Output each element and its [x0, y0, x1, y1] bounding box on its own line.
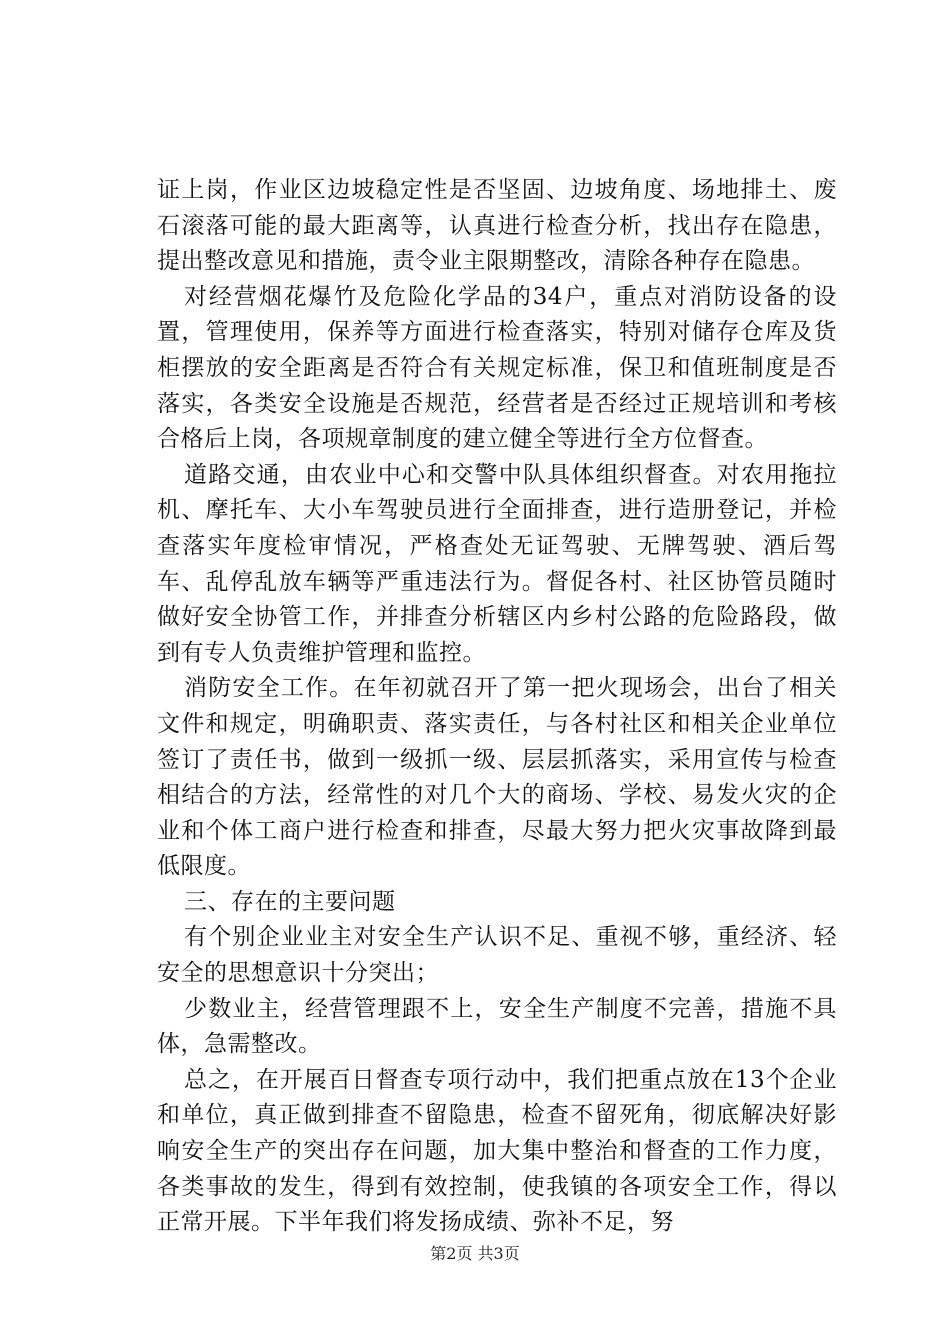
paragraph-5: 有个别企业业主对安全生产认识不足、重视不够，重经济、轻安全的思想意识十分突出；: [157, 924, 837, 987]
paragraph-7: 总之，在开展百日督查专项行动中，我们把重点放在13个企业和单位，真正做到排查不留隐患，检查不留死角，彻底解决好影响安全生产的突出存在问题，加大集中整治和督查的工作力度，各类事故的发生，得到有效控制，使我镇的各项安全工作，得以正常开展。下半年我们将发扬成绩、弥补不足，努: [157, 1066, 837, 1236]
paragraph-6: 少数业主，经营管理跟不上，安全生产制度不完善，措施不具体，急需整改。: [157, 995, 837, 1058]
page-number-footer: 第2页 共3页: [430, 1244, 520, 1263]
paragraph-4: 消防安全工作。在年初就召开了第一把火现场会，出台了相关文件和规定，明确职责、落实责任，与各村社区和相关企业单位签订了责任书，做到一级抓一级、层层抓落实，采用宣传与检查相结合的方法，经常性的对几个大的商场、学校、易发火灾的企业和个体工商户进行检查和排查，尽最大努力把火灾事故降到最低限度。: [157, 675, 837, 880]
paragraph-2: 对经营烟花爆竹及危险化学品的34户，重点对消防设备的设置，管理使用，保养等方面进行检查落实，特别对储存仓库及货柜摆放的安全距离是否符合有关规定标准，保卫和值班制度是否落实，各类安全设施是否规范，经营者是否经过正规培训和考核合格后上岗，各项规章制度的建立健全等进行全方位督查。: [157, 283, 837, 453]
section-heading: 三、存在的主要问题: [184, 888, 396, 915]
document-body: [157, 173, 837, 1241]
paragraph-1: 证上岗，作业区边坡稳定性是否坚固、边坡角度、场地排土、废石滚落可能的最大距离等，认真进行检查分析，找出存在隐患，提出整改意见和措施，责令业主限期整改，清除各种存在隐患。: [157, 177, 837, 275]
paragraph-3: 道路交通，由农业中心和交警中队具体组织督查。对农用拖拉机、摩托车、大小车驾驶员进行全面排查，进行造册登记，并检查落实年度检审情况，严格查处无证驾驶、无牌驾驶、酒后驾车、乱停乱放车辆等严重违法行为。督促各村、社区协管员随时做好安全协管工作，并排查分析辖区内乡村公路的危险路段，做到有专人负责维护管理和监控。: [157, 461, 837, 666]
